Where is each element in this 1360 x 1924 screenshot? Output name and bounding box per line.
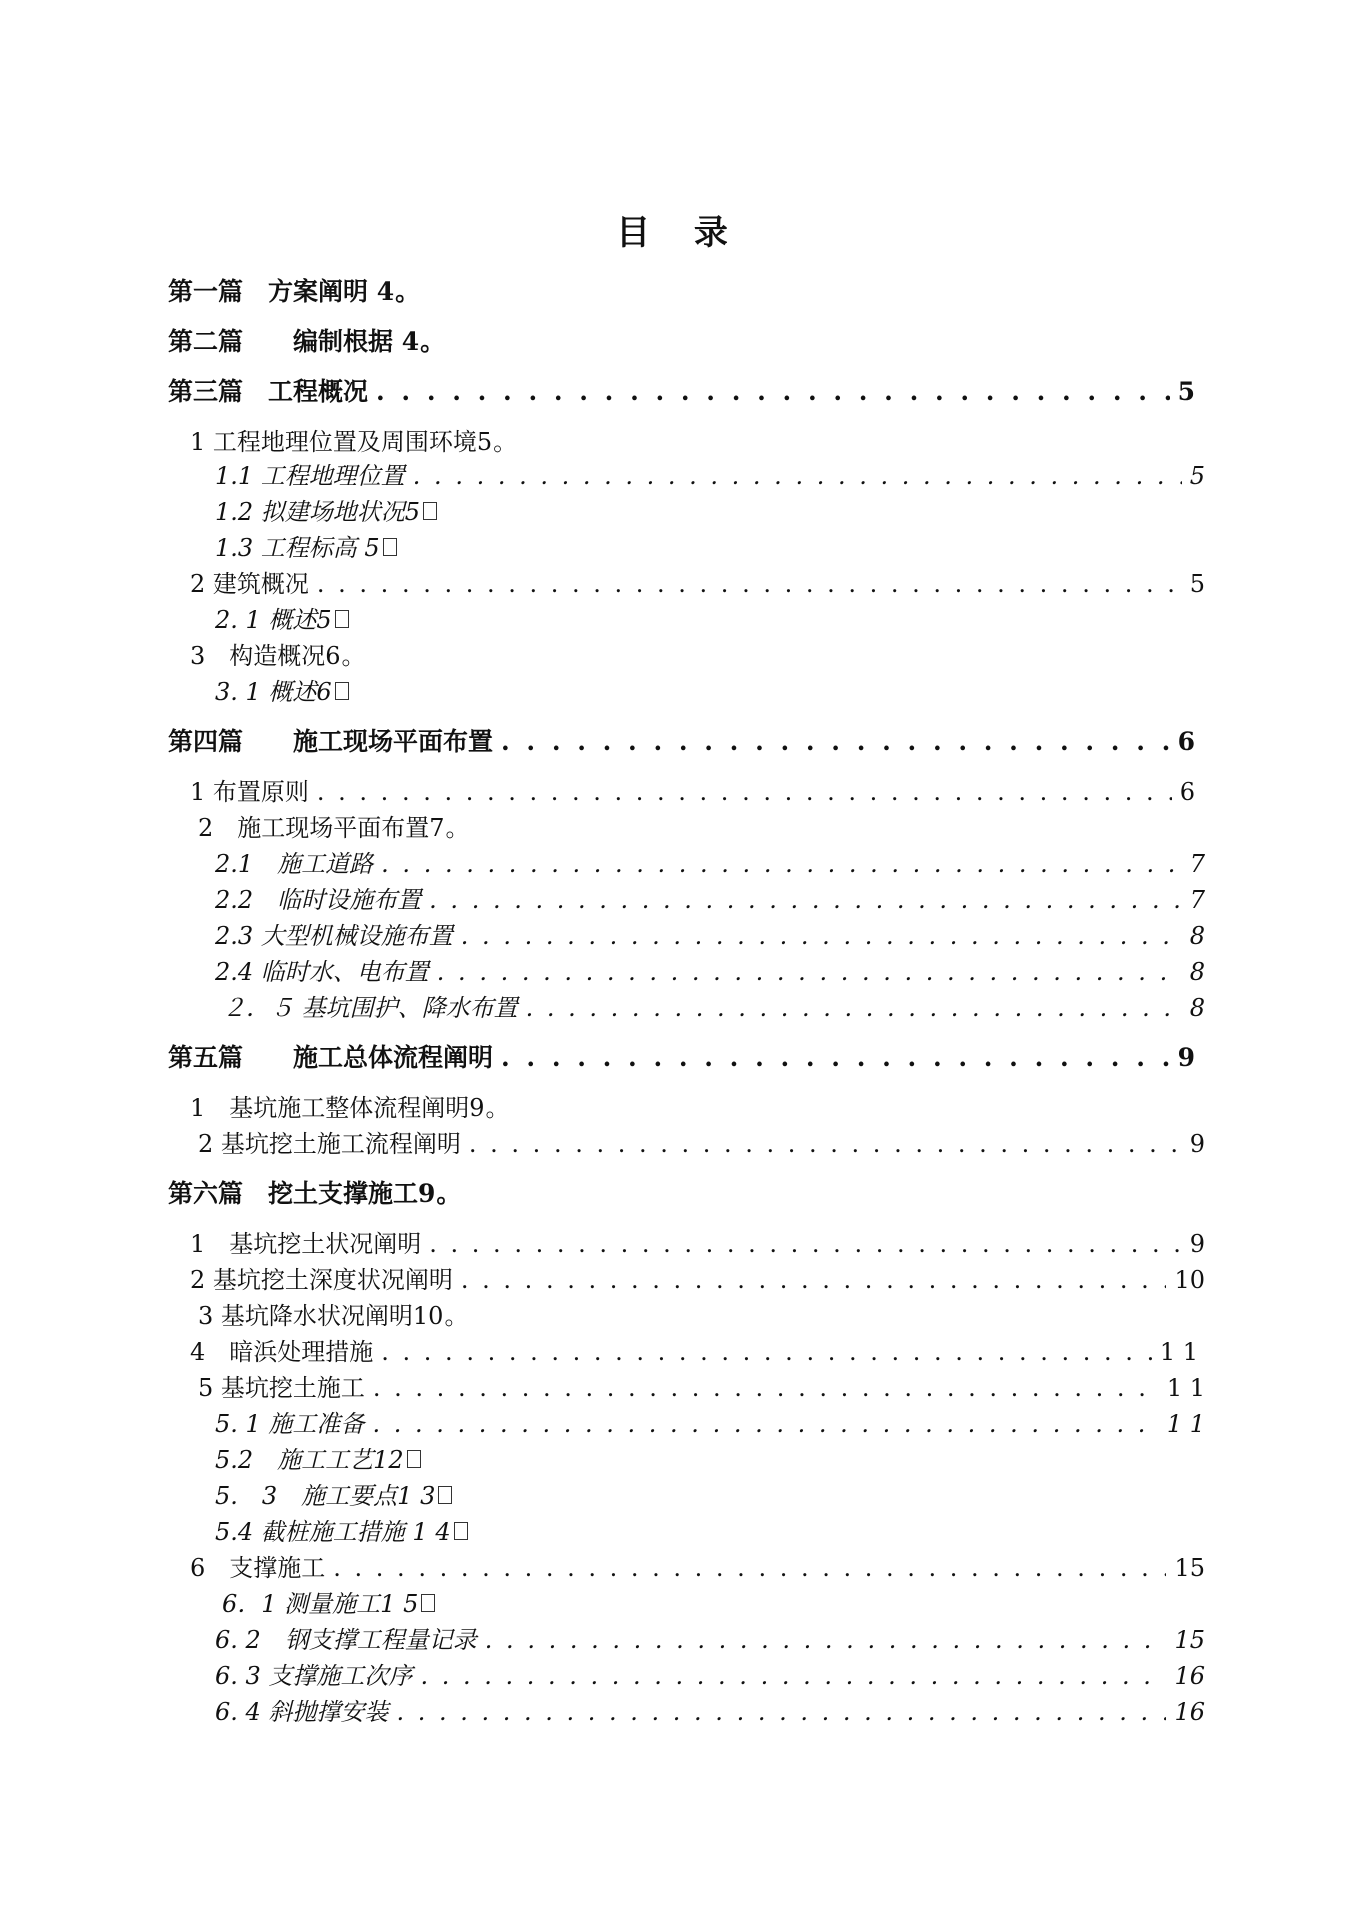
toc-entry[interactable]	[215, 672, 349, 704]
dot-leader	[461, 922, 1182, 950]
toc-page-number: 8	[1189, 922, 1205, 950]
toc-entry[interactable]	[168, 272, 420, 304]
paragraph-mark: 。	[420, 327, 446, 356]
toc-entry-label: 1 基坑施工整体流程阐明9	[190, 1094, 485, 1122]
toc-entry-label: 第四篇 施工现场平面布置	[168, 727, 494, 756]
toc-page-number: 1 1	[1159, 1338, 1198, 1366]
toc-page-number: 15	[1174, 1626, 1205, 1654]
dot-leader	[381, 1338, 1152, 1366]
toc-entry[interactable]	[215, 1440, 421, 1472]
toc-page-number: 6	[1177, 727, 1195, 756]
dot-leader	[396, 1698, 1166, 1726]
toc-page-number: 8	[1189, 994, 1205, 1022]
toc-entry-label: 2.2 临时设施布置	[215, 886, 422, 914]
toc-entry[interactable]	[168, 322, 445, 354]
paragraph-mark: 。	[485, 1094, 510, 1122]
toc-page-number: 6	[1179, 778, 1195, 806]
toc-entry[interactable]	[168, 1174, 461, 1206]
toc-entry[interactable]	[215, 492, 437, 524]
dot-leader	[413, 462, 1182, 490]
missing-glyph-box-icon	[383, 538, 397, 556]
toc-entry[interactable]	[190, 1224, 1205, 1256]
dot-leader	[461, 1266, 1167, 1294]
toc-entry-label: 1.2 拟建场地状况5	[215, 498, 421, 526]
toc-entry-label: 2 基坑挖土深度状况阐明	[190, 1266, 453, 1294]
missing-glyph-box-icon	[421, 1594, 435, 1612]
toc-entry[interactable]	[215, 1656, 1205, 1688]
missing-glyph-box-icon	[438, 1486, 452, 1504]
toc-entry-label: 6 支撑施工	[190, 1554, 326, 1582]
toc-page-number: 16	[1174, 1698, 1205, 1726]
toc-entry-label: 2 建筑概况	[190, 570, 309, 598]
toc-entry[interactable]	[215, 1692, 1205, 1724]
toc-entry[interactable]	[215, 1620, 1205, 1652]
toc-entry-label: 2 基坑挖土施工流程阐明	[198, 1130, 461, 1158]
toc-entry[interactable]	[168, 1038, 1195, 1070]
toc-entry-label: 5.4 截桩施工措施 1 4	[215, 1518, 451, 1546]
toc-page-number: 5	[1189, 462, 1205, 490]
toc-entry[interactable]	[190, 636, 366, 668]
toc-entry-label: 2. 1 概述5	[215, 606, 332, 634]
dot-leader	[429, 886, 1182, 914]
toc-page-number: 1 1	[1166, 1374, 1205, 1402]
toc-entry-label: 2 施工现场平面布置7	[198, 814, 445, 842]
dot-leader	[372, 1410, 1158, 1438]
dot-leader	[501, 1043, 1170, 1072]
toc-entry-label: 1 基坑挖土状况阐明	[190, 1230, 422, 1258]
missing-glyph-box-icon	[407, 1450, 421, 1468]
paragraph-mark: 。	[436, 1179, 462, 1208]
toc-page-number: 7	[1189, 850, 1205, 878]
toc-entry[interactable]	[190, 1332, 1198, 1364]
missing-glyph-box-icon	[454, 1522, 468, 1540]
toc-entry[interactable]	[198, 1368, 1205, 1400]
toc-entry[interactable]	[215, 1512, 468, 1544]
toc-entry[interactable]	[222, 988, 1205, 1020]
toc-page-number: 9	[1177, 1043, 1195, 1072]
paragraph-mark: 。	[341, 642, 366, 670]
toc-entry[interactable]	[198, 808, 470, 840]
toc-entry[interactable]	[190, 772, 1195, 804]
toc-entry[interactable]	[222, 1584, 435, 1616]
toc-entry[interactable]	[168, 372, 1195, 404]
toc-entry-label: 1 布置原则	[190, 778, 309, 806]
dot-leader	[501, 727, 1170, 756]
toc-entry-label: 1.3 工程标高 5	[215, 534, 380, 562]
toc-entry-label: 2.1 施工道路	[215, 850, 374, 878]
toc-entry-label: 3. 1 概述6	[215, 678, 332, 706]
toc-entry-label: 2.3 大型机械设施布置	[215, 922, 453, 950]
toc-entry-label: 2.4 临时水、电布置	[215, 958, 429, 986]
dot-leader	[420, 1662, 1166, 1690]
toc-page-number: 7	[1189, 886, 1205, 914]
toc-entry[interactable]	[215, 844, 1205, 876]
toc-entry[interactable]	[215, 916, 1205, 948]
toc-entry-label: 6. 3 支撑施工次序	[215, 1662, 413, 1690]
toc-entry-label: 5. 1 施工准备	[215, 1410, 365, 1438]
toc-title: 目 录	[616, 213, 744, 253]
dot-leader	[485, 1626, 1167, 1654]
paragraph-mark: 。	[444, 1302, 469, 1330]
toc-entry-label: 5 基坑挖土施工	[198, 1374, 365, 1402]
dot-leader	[333, 1554, 1166, 1582]
toc-page-number: 8	[1189, 958, 1205, 986]
toc-entry-label: 第六篇 挖土支撑施工9	[168, 1179, 436, 1208]
toc-entry[interactable]	[168, 722, 1195, 754]
dot-leader	[526, 994, 1182, 1022]
toc-entry[interactable]	[198, 1296, 468, 1328]
toc-page-number: 15	[1174, 1554, 1205, 1582]
missing-glyph-box-icon	[335, 682, 349, 700]
toc-entry[interactable]	[198, 1124, 1205, 1156]
toc-entry-label: ２．５ 基坑围护、降水布置	[222, 994, 518, 1022]
toc-entry-label: 第二篇 编制根据 4	[168, 327, 420, 356]
toc-page-number: 10	[1174, 1266, 1205, 1294]
toc-entry[interactable]	[190, 422, 517, 454]
missing-glyph-box-icon	[423, 502, 437, 520]
toc-entry[interactable]	[215, 528, 397, 560]
dot-leader	[317, 570, 1182, 598]
dot-leader	[429, 1230, 1181, 1258]
dot-leader	[376, 377, 1170, 406]
toc-page-number: 1 1	[1166, 1410, 1205, 1438]
toc-entry-label: 6. 2 钢支撑工程量记录	[215, 1626, 477, 1654]
toc-entry[interactable]	[215, 600, 349, 632]
dot-leader	[437, 958, 1182, 986]
toc-entry-label: 6．1 测量施工1 5	[222, 1590, 419, 1618]
paragraph-mark: 。	[493, 428, 518, 456]
toc-entry-label: 3 基坑降水状况阐明10	[198, 1302, 444, 1330]
toc-entry[interactable]	[215, 1476, 452, 1508]
toc-entry-label: 第三篇 工程概况	[168, 377, 369, 406]
toc-entry-label: 4 暗浜处理措施	[190, 1338, 374, 1366]
toc-page-number: 5	[1189, 570, 1205, 598]
toc-entry-label: 第一篇 方案阐明 4	[168, 277, 395, 306]
toc-entry-label: 6. 4 斜抛撑安装	[215, 1698, 389, 1726]
dot-leader	[317, 778, 1172, 806]
toc-entry-label: 1.1 工程地理位置	[215, 462, 405, 490]
toc-entry[interactable]	[215, 880, 1205, 912]
dot-leader	[469, 1130, 1182, 1158]
dot-leader	[373, 1374, 1159, 1402]
toc-page-number: 9	[1189, 1130, 1205, 1158]
paragraph-mark: 。	[445, 814, 470, 842]
toc-entry[interactable]	[190, 1260, 1205, 1292]
toc-entry[interactable]	[215, 1404, 1205, 1436]
toc-entry-label: 5.2 施工工艺12	[215, 1446, 404, 1474]
toc-entry[interactable]	[190, 1088, 510, 1120]
toc-entry[interactable]	[190, 1548, 1205, 1580]
toc-entry-label: 3 构造概况6	[190, 642, 341, 670]
toc-entry[interactable]	[190, 564, 1205, 596]
missing-glyph-box-icon	[335, 610, 349, 628]
toc-page-number: 5	[1177, 377, 1195, 406]
paragraph-mark: 。	[395, 277, 421, 306]
toc-entry[interactable]	[215, 952, 1205, 984]
toc-page-number: 16	[1174, 1662, 1205, 1690]
dot-leader	[381, 850, 1182, 878]
toc-entry-label: 第五篇 施工总体流程阐明	[168, 1043, 494, 1072]
toc-page-number: 9	[1189, 1230, 1205, 1258]
toc-entry-label: 5. 3 施工要点1 3	[215, 1482, 436, 1510]
toc-entry-label: 1 工程地理位置及周围环境5	[190, 428, 493, 456]
toc-entry[interactable]	[215, 456, 1205, 488]
